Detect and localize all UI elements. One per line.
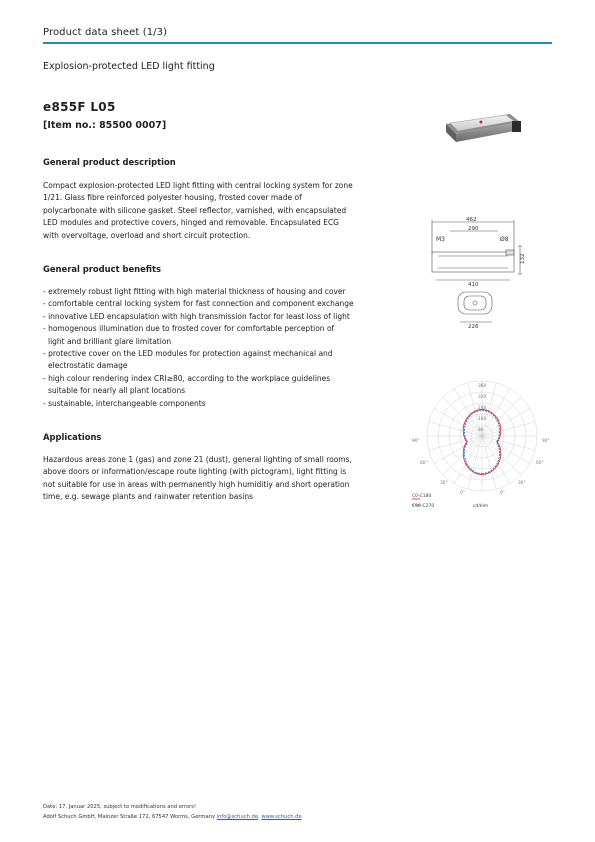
benefits-list [43, 286, 383, 410]
polar-angle-label: 30° [440, 481, 448, 486]
product-name: e855F L05 [43, 100, 116, 114]
polar-grid-spoke [482, 436, 530, 464]
dim-d8: Ø8 [500, 236, 509, 243]
description-line: 1/21. Glass fibre reinforced polyester housing, frosted cover made of [43, 193, 302, 203]
polar-grid-spoke [468, 436, 482, 489]
document-header-title: Product data sheet (1/3) [43, 27, 168, 38]
applications-line: Hazardous areas zone 1 (gas) and zone 21 (dust), general lighting of small rooms, [43, 455, 352, 464]
polar-grid-spoke [482, 397, 521, 436]
polar-grid-spoke [443, 436, 482, 475]
polar-grid-spoke [482, 436, 496, 489]
polar-grid-spoke [429, 422, 482, 436]
legend-c0-label: C0-C180 [412, 494, 432, 499]
list-item: - sustainable, interchangeable components [43, 398, 206, 408]
polar-grid-spoke [482, 436, 510, 484]
dim-132: 132 [520, 253, 526, 264]
polar-angle-label: 0° [460, 491, 465, 496]
description-line: with overvoltage, overload and short circuit protection. [43, 230, 251, 240]
footer-website-link[interactable]: www.schuch.de [261, 814, 302, 820]
polar-grid-spoke [482, 436, 535, 450]
list-item: - innovative LED encapsulation with high transmission factor for least loss of light [43, 311, 350, 321]
item-number: [Item no.: 85500 0007] [43, 120, 167, 131]
polar-grid-spoke [429, 436, 482, 450]
applications-line: above doors or information/escape route lighting (with pictogram), light fitting is [43, 467, 347, 477]
polar-radial-label: 320 [478, 395, 487, 400]
description-line: polycarbonate with silicone gasket. Steel reflector, varnished, with encapsulated [43, 205, 347, 215]
polar-radial-label: 80 [478, 428, 484, 433]
dimension-drawing [420, 214, 530, 334]
polar-angle-label: 90° [412, 439, 420, 444]
polar-angle-label: 30° [518, 481, 526, 486]
description-line: LED modules and protective covers, hinged and removable. Encapsulated ECG [43, 218, 339, 228]
list-item: - high colour rendering index CRI≥80, according to the workplace guidelines suitable for nearly all plant locations [43, 373, 331, 396]
polar-unit: cd/klm [473, 504, 489, 509]
dim-290: 290 [468, 226, 479, 232]
polar-grid-spoke [434, 436, 482, 464]
footer-address: Adolf Schuch GmbH, Mainzer Straße 172, 67547 Worms, Germany info@schuch.de, www.schuch.de [43, 814, 302, 820]
applications-line: time, e.g. sewage plants and rainwater retention basins [43, 492, 254, 502]
list-item: - protective cover on the LED modules for protection against mechanical and electrostatic damage [43, 349, 333, 371]
dim-462: 462 [466, 217, 477, 223]
description-line: Compact explosion-protected LED light fitting with central locking system for zone [43, 181, 353, 190]
polar-angle-label: 60° [420, 461, 428, 466]
applications-line: not suitable for use in areas with permanently high humiditiy and short operation [43, 479, 350, 489]
polar-radial-label: 360 [478, 384, 487, 389]
legend-c90-label: C90-C270 [412, 504, 435, 509]
applications-text [43, 454, 379, 504]
polar-light-distribution [410, 378, 555, 513]
dim-m3: M3 [436, 236, 445, 243]
polar-angle-label: 60° [536, 461, 544, 466]
footer-date: Date: 17. Januar 2025, subject to modifications and errors! [43, 804, 197, 810]
dim-226: 226 [468, 324, 479, 330]
product-photo [440, 108, 525, 150]
dim-410: 410 [468, 282, 479, 288]
description-heading: General product description [43, 157, 176, 167]
polar-grid-spoke [455, 436, 483, 484]
polar-grid-spoke [443, 397, 482, 436]
polar-angle-label: 90° [542, 439, 550, 444]
document-subtitle: Explosion-protected LED light fitting [43, 61, 215, 72]
list-item: - homogenous illumination due to frosted cover for comfortable perception of light and brilliant glare limitation [43, 324, 335, 346]
list-item: - extremely robust light fitting with high material thickness of housing and cover [43, 287, 346, 296]
polar-radial-label: 160 [478, 417, 487, 422]
header-divider [43, 42, 552, 44]
description-text [43, 180, 375, 242]
benefits-heading: General product benefits [43, 264, 161, 274]
footer-email-link[interactable]: info@schuch.de [216, 814, 259, 820]
list-item: - comfortable central locking system for fast connection and component exchange [43, 299, 354, 309]
polar-angle-label: 0° [500, 491, 505, 496]
polar-grid-spoke [482, 422, 535, 436]
polar-grid-spoke [482, 436, 521, 475]
applications-heading: Applications [43, 432, 102, 442]
polar-radial-label: 240 [478, 406, 487, 411]
